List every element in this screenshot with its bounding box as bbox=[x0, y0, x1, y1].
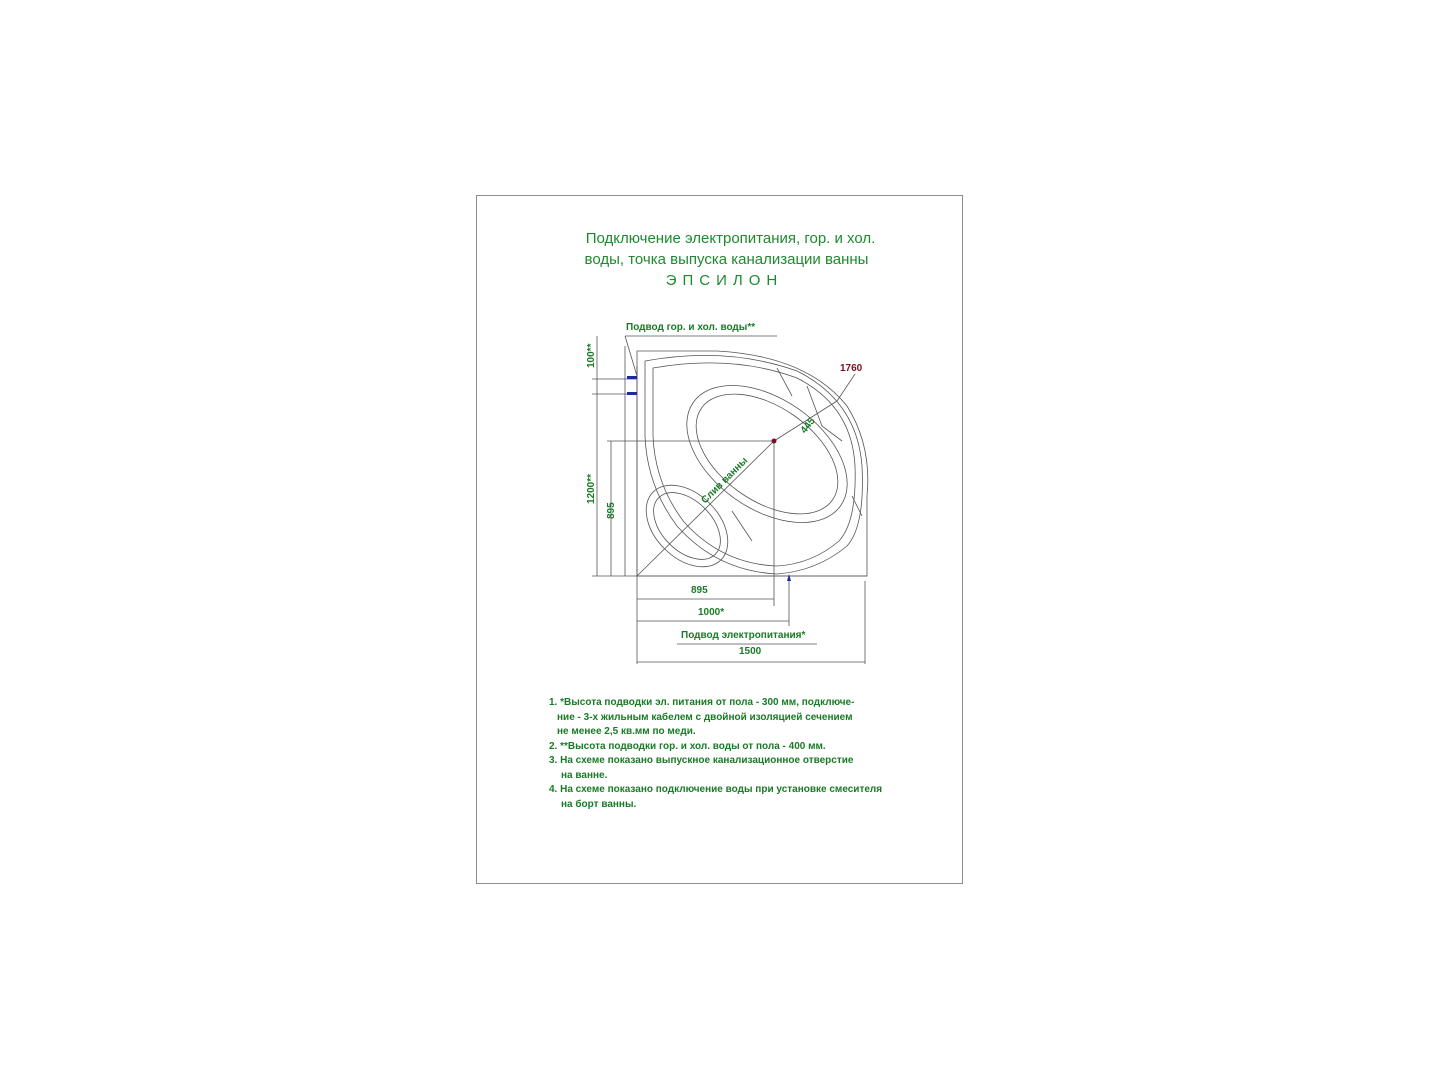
tub-bowl-ellipse-inner bbox=[675, 370, 860, 539]
note-line: 2. **Высота подводки гор. и хол. воды от пола - 400 мм. bbox=[549, 740, 826, 752]
water-pipe-marker-1 bbox=[627, 376, 637, 379]
label-power-supply: Подвод электропитания* bbox=[681, 630, 806, 641]
label-dim-100: 100** bbox=[586, 343, 597, 368]
label-dim-1200: 1200** bbox=[586, 473, 597, 504]
note-line: на борт ванны. bbox=[561, 798, 637, 810]
label-dim-1000: 1000* bbox=[698, 607, 725, 618]
note-line: ние - 3-х жильным кабелем с двойной изоляцией сечением bbox=[557, 711, 853, 723]
note-line: не менее 2,5 кв.мм по меди. bbox=[557, 726, 696, 737]
label-water-supply: Подвод гор. и хол. воды** bbox=[626, 322, 756, 333]
tub-rim-inner bbox=[653, 363, 855, 566]
label-dim-895-horizontal: 895 bbox=[691, 585, 708, 596]
note-line: 1. *Высота подводки эл. питания от пола - 300 мм, подключе- bbox=[549, 697, 855, 708]
note-line: 3. На схеме показано выпускное канализационное отверстие bbox=[549, 755, 854, 766]
label-drain: Слив ванны bbox=[699, 455, 751, 507]
drain-point-marker bbox=[772, 439, 777, 444]
title-line-2: воды, точка выпуска канализации ванны bbox=[584, 251, 869, 268]
label-dim-1500: 1500 bbox=[739, 646, 762, 657]
water-pipe-marker-2 bbox=[627, 392, 637, 395]
label-dim-895-vertical: 895 bbox=[606, 502, 617, 519]
power-supply-marker bbox=[787, 574, 791, 581]
title-line-1: Подключение электропитания, гор. и хол. bbox=[585, 230, 876, 247]
tub-bowl-ellipse bbox=[662, 357, 873, 550]
note-line: 4. На схеме показано подключение воды при установке смесителя bbox=[549, 784, 883, 795]
label-dim-1760: 1760 bbox=[840, 363, 863, 374]
notes-list bbox=[549, 696, 882, 812]
title-model-name: ЭПСИЛОН bbox=[665, 272, 784, 289]
drawing-sheet bbox=[476, 195, 963, 884]
note-line: на ванне. bbox=[561, 769, 608, 781]
label-dim-445: 445 bbox=[798, 415, 818, 436]
